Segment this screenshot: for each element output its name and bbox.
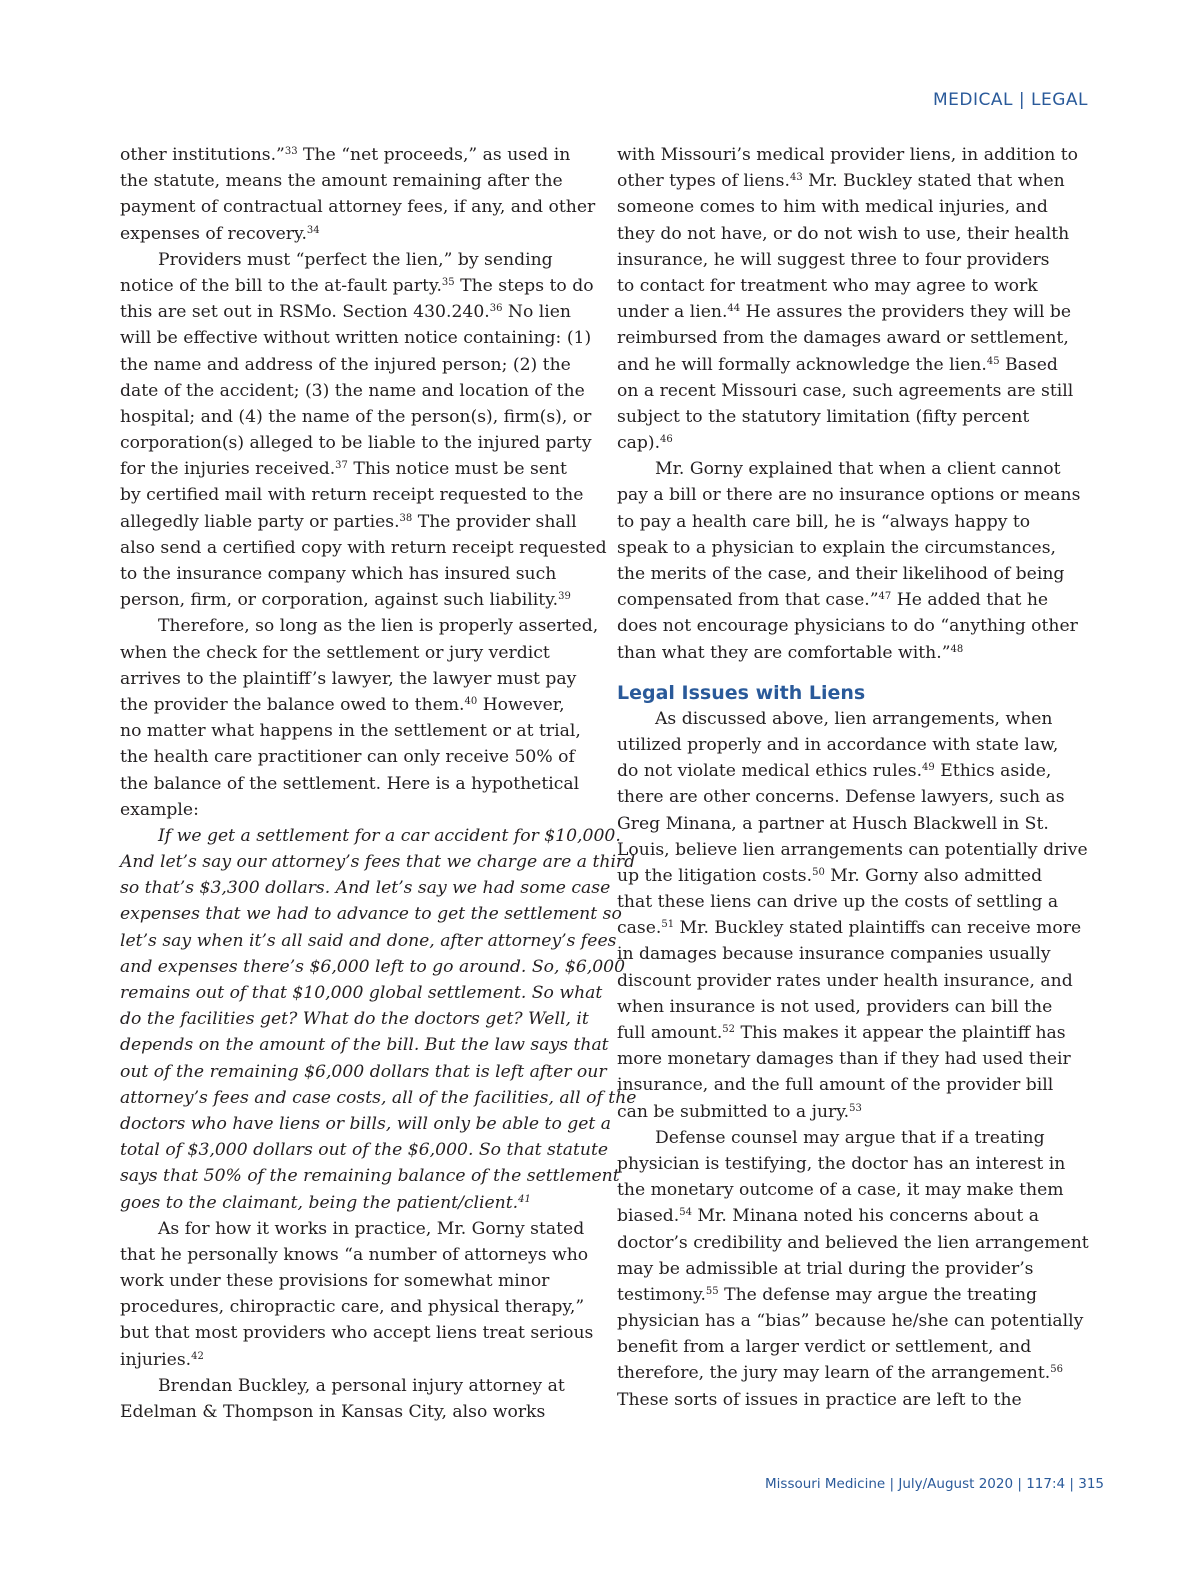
text-line: will be effective without written notice containing: (1) — [120, 328, 592, 349]
text-line: do the facilities get? What do the doctors get? Well, it — [120, 1009, 589, 1030]
text-line: Greg Minana, a partner at Husch Blackwell in St. — [617, 813, 1049, 834]
text-line: corporation(s) alleged to be liable to the injured party — [120, 433, 592, 454]
text-line: person, firm, or corporation, against such liability.$^{39}$ — [120, 590, 571, 611]
paragraph — [617, 142, 1087, 456]
text-line: do not violate medical ethics rules.$^{49}$ Ethics aside, — [617, 761, 1052, 782]
text-line: therefore, the jury may learn of the arrangement.$^{56}$ — [617, 1363, 1063, 1384]
text-line: compensated from that case.”$^{47}$ He added that he — [617, 590, 1049, 611]
text-line: does not encourage physicians to do “anything other — [617, 616, 1078, 637]
text-line: work under these provisions for somewhat minor — [120, 1271, 550, 1292]
page-footer: Missouri Medicine | July/August 2020 | 117:4 | 315 — [765, 1476, 1104, 1492]
text-line: but that most providers who accept liens treat serious — [120, 1323, 594, 1344]
text-line: someone comes to him with medical injuries, and — [617, 197, 1048, 218]
text-line: the monetary outcome of a case, it may make them — [617, 1180, 1064, 1201]
text-line: attorney’s fees and case costs, all of the facilities, all of the — [120, 1087, 637, 1108]
text-line: when insurance is not used, providers can bill the — [617, 996, 1053, 1017]
text-line: the provider the balance owed to them.$^{40}$ However, — [120, 694, 565, 715]
text-line: Edelman & Thompson in Kansas City, also works — [120, 1402, 546, 1422]
text-line: expenses of recovery.$^{34}$ — [120, 223, 320, 244]
text-line: than what they are comfortable with.”$^{48}$ — [617, 642, 964, 663]
text-line: payment of contractual attorney fees, if any, and other — [120, 197, 596, 218]
text-line: Louis, believe lien arrangements can potentially drive — [617, 839, 1088, 860]
text-line: speak to a physician to explain the circumstances, — [617, 537, 1056, 558]
text-line: subject to the statutory limitation (fifty percent — [617, 406, 1030, 427]
text-line: allegedly liable party or parties.$^{38}$ The provider shall — [120, 511, 577, 532]
paragraph — [120, 1373, 592, 1425]
text-line: Mr. Gorny explained that when a client cannot — [655, 459, 1061, 480]
text-line: testimony.$^{55}$ The defense may argue the treating — [617, 1284, 1038, 1305]
text-line: this are set out in RSMo. Section 430.240.36 No lien — [120, 302, 572, 323]
text-line: benefit from a larger verdict or settlement, and — [617, 1337, 1032, 1358]
text-line: arrives to the plaintiff’s lawyer, the lawyer must pay — [120, 668, 577, 689]
text-line: by certified mail with return receipt requested to the — [120, 485, 584, 506]
paragraph — [120, 613, 599, 823]
text-line: they do not have, or do not wish to use, their health — [617, 223, 1070, 244]
text-line: reimbursed from the damages award or settlement, — [617, 328, 1069, 349]
text-line: for the injuries received.$^{37}$ This notice must be sent — [120, 459, 567, 480]
text-line: As discussed above, lien arrangements, when — [655, 708, 1053, 729]
paragraph — [617, 706, 1087, 1125]
text-line: with Missouri’s medical provider liens, in addition to — [617, 145, 1078, 165]
paragraph — [120, 247, 607, 614]
text-line: to contact for treatment who may agree to work — [617, 275, 1038, 296]
text-line: other types of liens.$^{43}$ Mr. Buckley stated that when — [617, 171, 1065, 192]
text-line: the name and address of the injured person; (2) the — [120, 354, 571, 375]
text-line: doctors who have liens or bills, will only be able to get a — [120, 1113, 612, 1134]
text-line: cap).$^{46}$ — [617, 433, 673, 454]
text-line: hospital; and (4) the name of the person(s), firm(s), or — [120, 406, 592, 427]
text-line: case.$^{51}$ Mr. Buckley stated plaintiffs can receive more — [617, 918, 1082, 939]
text-line: As for how it works in practice, Mr. Gorny stated — [158, 1218, 585, 1239]
text-line: the statute, means the amount remaining after the — [120, 171, 563, 192]
text-line: insurance, he will suggest three to four providers — [617, 249, 1050, 270]
text-line: when the check for the settlement or jury verdict — [120, 642, 550, 663]
text-line: goes to the claimant, being the patient/client.$^{41}$ — [120, 1192, 531, 1213]
text-line: notice of the bill to the at-fault party.$^{35}$ The steps to do — [120, 275, 594, 296]
text-line: Brendan Buckley, a personal injury attorney at — [158, 1375, 565, 1396]
text-line: Defense counsel may argue that if a treating — [655, 1127, 1045, 1148]
text-line: to the insurance company which has insured such — [120, 564, 557, 584]
paragraph — [617, 1125, 1087, 1413]
paragraph — [120, 1216, 592, 1373]
text-line: so that’s $3,300 dollars. And let’s say we had some case — [120, 878, 611, 899]
text-line: discount provider rates under health insurance, and — [617, 970, 1073, 991]
paragraph — [120, 142, 596, 247]
text-line: Providers must “perfect the lien,” by sending — [158, 249, 553, 270]
text-line: And let’s say our attorney’s fees that we charge are a third — [120, 852, 636, 873]
text-line: expenses that we had to advance to get the settlement so — [120, 904, 622, 925]
text-line: also send a certified copy with return receipt requested — [120, 537, 607, 558]
left-column — [120, 142, 637, 1425]
paragraph — [617, 456, 1087, 666]
text-line: no matter what happens in the settlement or at trial, — [120, 721, 581, 742]
text-line: physician is testifying, the doctor has an interest in — [617, 1153, 1066, 1174]
text-line: there are other concerns. Defense lawyers, such as — [617, 787, 1065, 808]
text-line: total of $3,000 dollars out of the $6,000. So that statute — [120, 1140, 609, 1161]
text-line: that he personally knows “a number of attorneys who — [120, 1244, 589, 1265]
text-line: full amount.$^{52}$ This makes it appear the plaintiff has — [617, 1023, 1066, 1043]
text-line: doctor’s credibility and believed the lien arrangement — [617, 1232, 1089, 1253]
text-line: the balance of the settlement. Here is a hypothetical — [120, 773, 580, 794]
text-line: on a recent Missouri case, such agreements are still — [617, 380, 1074, 401]
text-line: let’s say when it’s all said and done, after attorney’s fees — [120, 930, 617, 951]
text-line: to pay a health care bill, he is “always happy to — [617, 511, 1031, 532]
text-line: under a lien.$^{44}$ He assures the providers they will be — [617, 302, 1072, 323]
text-line: date of the accident; (3) the name and location of the — [120, 380, 585, 401]
right-column — [617, 142, 1087, 1413]
text-line: procedures, chiropractic care, and physical therapy,” — [120, 1297, 585, 1318]
text-line: other institutions.”$^{33}$ The “net proceeds,” as used in — [120, 145, 571, 165]
section-heading: Legal Issues with Liens — [617, 681, 866, 704]
text-line: more monetary damages than if they had used their — [617, 1049, 1071, 1070]
text-line: up the litigation costs.$^{50}$ Mr. Gorny also admitted — [617, 865, 1043, 886]
text-line: example: — [120, 799, 199, 820]
text-line: depends on the amount of the bill. But the law says that — [120, 1035, 609, 1056]
text-line: says that 50% of the remaining balance of the settlement — [120, 1166, 620, 1187]
section-header: MEDICAL | LEGAL — [932, 90, 1088, 110]
text-line: utilized properly and in accordance with state law, — [617, 734, 1059, 755]
text-line: remains out of that $10,000 global settlement. So what — [120, 983, 603, 1003]
text-line: Therefore, so long as the lien is properly asserted, — [158, 616, 599, 637]
text-line: in damages because insurance companies usually — [617, 944, 1051, 965]
text-line: that these liens can drive up the costs of settling a — [617, 892, 1059, 913]
text-line: may be admissible at trial during the provider’s — [617, 1258, 1034, 1279]
text-line: and he will formally acknowledge the lien.$^{45}$ Based — [617, 354, 1058, 375]
text-line: the health care practitioner can only receive 50% of — [120, 747, 575, 768]
text-line: These sorts of issues in practice are left to the — [617, 1389, 1022, 1410]
text-line: can be submitted to a jury.$^{53}$ — [617, 1101, 862, 1122]
text-line: If we get a settlement for a car accident for $10,000. — [158, 825, 621, 846]
block-quote — [120, 823, 637, 1216]
text-line: insurance, and the full amount of the provider bill — [617, 1075, 1054, 1096]
text-line: pay a bill or there are no insurance options or means — [617, 485, 1081, 506]
text-line: physician has a “bias” because he/she can potentially — [617, 1311, 1084, 1332]
text-line: injuries.$^{42}$ — [120, 1349, 204, 1370]
text-line: out of the remaining $6,000 dollars that is left after our — [120, 1061, 607, 1082]
text-line: and expenses there’s $6,000 left to go around. So, $6,000 — [120, 956, 626, 977]
text-line: the merits of the case, and their likelihood of being — [617, 564, 1065, 584]
text-line: biased.$^{54}$ Mr. Minana noted his concerns about a — [617, 1206, 1039, 1227]
